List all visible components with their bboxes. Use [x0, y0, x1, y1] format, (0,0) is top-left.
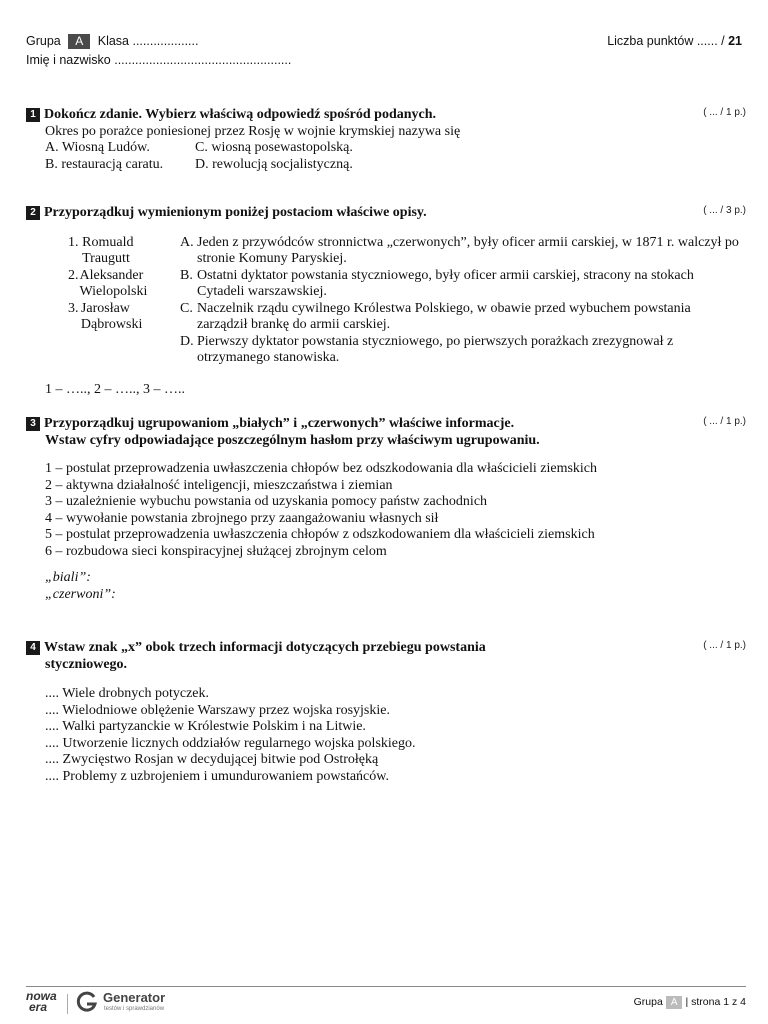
score-max: 21	[728, 34, 742, 48]
task-1-points: ( ... / 1 p.)	[703, 107, 746, 118]
name-field[interactable]: Imię i nazwisko ...................................................	[26, 53, 292, 67]
task-1	[26, 107, 746, 173]
checkbox-item[interactable]: .... Wiele drobnych potyczek.	[45, 686, 210, 701]
checkbox-item[interactable]: .... Problemy z uzbrojeniem i umundurowaniem powstańców.	[45, 768, 389, 784]
generator-subtitle: testów i sprawdzianów	[104, 1006, 165, 1012]
group-class-line	[26, 34, 198, 49]
generator-g-icon	[76, 991, 98, 1013]
group-white-answer[interactable]: „biali”:	[45, 570, 91, 585]
logo-separator	[67, 994, 68, 1014]
group-badge: A	[68, 34, 90, 49]
person-item: 3. Jarosław Dąbrowski	[68, 300, 143, 332]
description-item: D. Pierwszy dyktator powstania styczniowego, po pierwszych porażkach zrezygnował z otrzymanego stanowiska.	[180, 333, 674, 365]
option-a[interactable]: A. Wiosną Ludów.	[45, 140, 150, 155]
footer-group-badge: A	[666, 996, 683, 1009]
person-item: 1. Romuald Traugutt	[68, 234, 134, 266]
class-field[interactable]: Klasa ...................	[97, 34, 199, 48]
score-label: Liczba punktów ...... /	[607, 34, 725, 48]
group-label: Grupa	[26, 34, 61, 48]
persons-list	[68, 235, 178, 334]
task-3-groups	[26, 570, 746, 603]
task-4-points: ( ... / 1 p.)	[703, 640, 746, 651]
task-3-items	[26, 461, 605, 560]
list-item: 3 – uzależnienie wybuchu powstania od uzyskania pomocy państw zachodnich	[45, 494, 488, 509]
list-item: 5 – postulat przeprowadzenia uwłaszczenia chłopów z odszkodowaniem dla właścicieli ziemskich	[45, 527, 595, 542]
footer-group-label: Grupa	[633, 996, 663, 1008]
list-item: 2 – aktywna działalność inteligencji, mieszczaństwa i ziemian	[45, 477, 393, 493]
page-info	[634, 996, 746, 1009]
generator-logo-text: Generator	[103, 990, 166, 1005]
task-4-title: 4 Wstaw znak „x” obok trzech informacji dotyczących przebiegu powstania	[26, 640, 746, 657]
task-2-answers[interactable]: 1 – ….., 2 – ….., 3 – …..	[45, 382, 185, 397]
task-3-title-line2: Wstaw cyfry odpowiadające poszczególnym hasłom przy właściwym ugrupowaniu.	[45, 432, 540, 448]
checkbox-item[interactable]: .... Utworzenie licznych oddziałów regularnego wojska polskiego.	[45, 735, 416, 751]
task-4	[26, 640, 746, 785]
description-item: A. Jeden z przywódców stronnictwa „czerwonych”, były oficer armii carskiej, w 1871 r. walczył po stronie Komuny Paryskiej.	[180, 234, 739, 266]
footer-divider	[26, 986, 746, 987]
page-number: | strona 1 z 4	[685, 996, 746, 1008]
task-1-number: 1	[26, 108, 40, 122]
option-c[interactable]: C. wiosną posewastopolską.	[195, 140, 353, 155]
task-2-points: ( ... / 3 p.)	[703, 205, 746, 216]
task-3-number: 3	[26, 417, 40, 431]
person-item: 2. Aleksander Wielopolski	[68, 267, 148, 299]
task-1-title: 1 Dokończ zdanie. Wybierz właściwą odpowiedź spośród podanych.	[26, 107, 746, 124]
checkbox-item[interactable]: .... Zwycięstwo Rosjan w decydującej bitwie pod Ostrołęką	[45, 752, 379, 767]
task-2-title: 2 Przyporządkuj wymienionym poniżej postaciom właściwe opisy.	[26, 205, 746, 222]
description-item: B. Ostatni dyktator powstania styczniowego, były oficer armii carskiej, stracony na stokach Cytadeli warszawskiej.	[180, 267, 694, 299]
group-red-answer[interactable]: „czerwoni”:	[45, 586, 116, 602]
option-b[interactable]: B. restauracją caratu.	[45, 156, 164, 172]
list-item: 1 – postulat przeprowadzenia uwłaszczenia chłopów bez odszkodowania dla właścicieli ziemskich	[45, 461, 598, 476]
total-score	[607, 34, 742, 48]
list-item: 4 – wywołanie powstania zbrojnego przy zaangażowaniu własnych sił	[45, 510, 439, 526]
task-3-title: 3 Przyporządkuj ugrupowaniom „białych” i „czerwonych” właściwe informacje.	[26, 416, 746, 433]
task-2-number: 2	[26, 206, 40, 220]
descriptions-list	[180, 235, 740, 367]
task-2	[26, 205, 746, 405]
task-4-number: 4	[26, 641, 40, 655]
list-item: 6 – rozbudowa sieci konspiracyjnej służącej zbrojnym celom	[45, 543, 387, 559]
task-3	[26, 416, 746, 603]
task-4-title-line2: styczniowego.	[45, 656, 128, 672]
checkbox-item[interactable]: .... Walki partyzanckie w Królestwie Polskim i na Litwie.	[45, 719, 366, 734]
task-3-points: ( ... / 1 p.)	[703, 416, 746, 427]
option-d[interactable]: D. rewolucją socjalistyczną.	[195, 156, 353, 172]
description-item: C. Naczelnik rządu cywilnego Królestwa Polskiego, w obawie przed wybuchem powstania zarządził brankę do armii carskiej.	[180, 300, 691, 332]
task-4-items	[26, 686, 746, 785]
checkbox-item[interactable]: .... Wielodniowe oblężenie Warszawy przez wojska rosyjskie.	[45, 702, 390, 718]
task-1-options	[26, 140, 746, 173]
publisher-logo: nowa era	[26, 989, 57, 1014]
task-1-stem: Okres po porażce poniesionej przez Rosję w wojnie krymskiej nazywa się	[45, 123, 461, 139]
